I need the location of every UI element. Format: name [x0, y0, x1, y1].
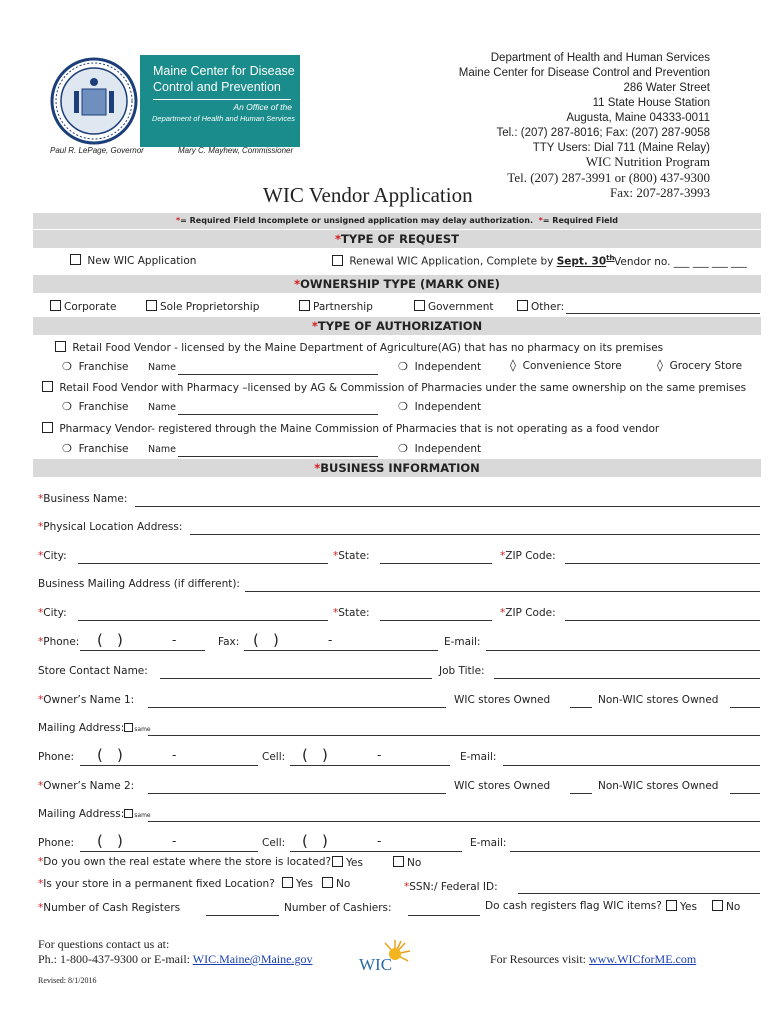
nonwic-owned-label: Non-WIC stores Owned	[598, 694, 719, 706]
phone-input[interactable]	[80, 851, 258, 852]
required-star: *	[175, 216, 181, 225]
deadline-suffix: th	[606, 254, 615, 262]
business-name-input[interactable]	[135, 506, 760, 507]
radio-icon[interactable]: ❍	[398, 400, 408, 413]
grocery-store-option[interactable]	[657, 358, 742, 372]
page-title: WIC Vendor Application	[263, 183, 473, 207]
flag-no[interactable]	[712, 900, 740, 913]
flag-wic-question: Do cash registers flag WIC items?	[485, 900, 662, 912]
diamond-icon[interactable]: ◊	[510, 358, 516, 372]
phone-input[interactable]	[80, 650, 205, 651]
section-business-information	[33, 459, 761, 477]
required-star: *	[314, 461, 321, 475]
retail-food-vendor-option[interactable]	[55, 341, 663, 354]
same-checkbox[interactable]	[124, 809, 133, 818]
cashiers-label: Number of Cashiers:	[284, 902, 392, 914]
checkbox[interactable]	[70, 254, 81, 265]
section-ownership	[33, 275, 761, 293]
cashiers-input[interactable]	[408, 915, 480, 916]
checkbox[interactable]	[282, 877, 293, 888]
department-address	[459, 51, 710, 156]
option-label: Franchise	[78, 443, 129, 455]
physical-address-input[interactable]	[190, 534, 760, 535]
state-input[interactable]	[380, 620, 492, 621]
wic-owned-input[interactable]	[570, 707, 592, 708]
checkbox[interactable]	[146, 300, 157, 311]
email-input[interactable]	[486, 650, 760, 651]
area-code-close: )	[322, 832, 328, 850]
area-code-open: (	[97, 746, 103, 764]
option-label: Convenience Store	[522, 360, 622, 372]
email-label: E-mail:	[444, 636, 481, 648]
ssn-input[interactable]	[518, 893, 760, 894]
section-authorization	[33, 317, 761, 335]
option-label: Retail Food Vendor - licensed by the Maine Department of Agriculture(AG) that has no pharmacy on its premises	[72, 342, 664, 354]
option-label: Independent	[414, 443, 482, 455]
other-input-line[interactable]	[566, 313, 760, 314]
address-line: Tel.: (207) 287-8016; Fax: (207) 287-9058	[496, 127, 710, 139]
address-line: Augusta, Maine 04333-0011	[566, 112, 710, 124]
new-application-option[interactable]	[70, 254, 196, 267]
revised-date: Revised: 8/1/2016	[38, 976, 97, 985]
cash-registers-input[interactable]	[206, 915, 279, 916]
owner2-input[interactable]	[148, 793, 446, 794]
checkbox[interactable]	[55, 341, 66, 352]
checkbox[interactable]	[42, 381, 53, 392]
zip-input[interactable]	[565, 563, 760, 564]
checkbox[interactable]	[666, 900, 677, 911]
cell-dash: -	[377, 748, 382, 762]
section-type-of-request	[33, 230, 761, 248]
nonwic-owned-input[interactable]	[730, 707, 760, 708]
permanent-yes[interactable]	[282, 877, 313, 890]
option-label: Government	[428, 301, 494, 313]
fax-dash: -	[328, 633, 333, 647]
phone-label: Phone:	[38, 751, 75, 763]
option-label: Grocery Store	[669, 360, 743, 372]
phone-label: Phone:	[38, 837, 75, 849]
contact-phone: Ph.: 1-800-437-9300 or E-mail:	[38, 952, 190, 966]
mailing-address-label: Mailing Address: same	[38, 722, 151, 734]
phone-dash: -	[172, 748, 177, 762]
franchise-name-label: Name	[148, 362, 177, 373]
wic-owned-label: WIC stores Owned	[454, 780, 551, 792]
section-title: TYPE OF REQUEST	[341, 232, 459, 246]
store-contact-input[interactable]	[160, 678, 432, 679]
option-label: Yes	[296, 878, 313, 890]
logo-line1: Maine Center for Disease	[153, 64, 295, 78]
independent-option-1[interactable]	[398, 360, 481, 373]
area-code-close: )	[117, 746, 123, 764]
cash-registers-label: *Number of Cash Registers	[38, 902, 181, 914]
mailing-diff-label: Business Mailing Address (if different):	[38, 578, 240, 590]
phone-dash: -	[172, 834, 177, 848]
ownership-other[interactable]	[517, 300, 564, 313]
option-label: Pharmacy Vendor- registered through the Maine Commission of Pharmacies that is not operating as a food vendor	[59, 423, 660, 435]
checkbox[interactable]	[517, 300, 528, 311]
checkbox[interactable]	[332, 856, 343, 867]
option-label: Yes	[680, 901, 697, 913]
checkbox[interactable]	[712, 900, 723, 911]
resources-label: For Resources visit:	[490, 952, 586, 966]
business-name-label: *Business Name:	[38, 493, 128, 505]
permanent-location-question: *Is your store in a permanent fixed Location?	[38, 878, 275, 890]
store-contact-label: Store Contact Name:	[38, 665, 148, 677]
physical-address-label: *Physical Location Address:	[38, 521, 183, 533]
program-contact	[507, 154, 710, 201]
required-star: *	[335, 232, 342, 246]
ownership-government[interactable]	[414, 300, 493, 313]
contact-heading: For questions contact us at:	[38, 937, 170, 951]
program-name: WIC Nutrition Program	[585, 154, 710, 169]
notice-text-2: = Required Field	[542, 216, 619, 225]
cell-label: Cell:	[262, 751, 286, 763]
mailing-address-input[interactable]	[148, 821, 760, 822]
seal-logo	[48, 55, 140, 147]
independent-option-3[interactable]	[398, 442, 481, 455]
city-input[interactable]	[78, 563, 328, 564]
franchise-option-3[interactable]	[62, 442, 129, 455]
option-label: Franchise	[78, 361, 129, 373]
renewal-application-option[interactable]	[332, 254, 615, 268]
fax-input[interactable]	[244, 650, 438, 651]
cell-dash: -	[377, 834, 382, 848]
city-label: *City:	[38, 550, 67, 562]
franchise-name-line[interactable]	[178, 374, 378, 375]
option-label: Corporate	[64, 301, 117, 313]
flag-yes[interactable]	[666, 900, 697, 913]
pharmacy-vendor-option[interactable]	[42, 422, 659, 435]
logo-line4: Department of Health and Human Services	[152, 114, 295, 123]
city-label: *City:	[38, 607, 67, 619]
area-code-close: )	[117, 832, 123, 850]
permanent-no[interactable]	[322, 877, 350, 890]
governor-name: Paul R. LePage, Governor	[50, 146, 144, 155]
state-input[interactable]	[380, 563, 492, 564]
phone-label: *Phone:	[38, 636, 80, 648]
zip-label: *ZIP Code:	[500, 550, 556, 562]
commissioner-name: Mary C. Mayhew, Commissioner	[178, 146, 294, 155]
radio-icon[interactable]: ❍	[62, 360, 72, 373]
required-notice-bar	[33, 213, 761, 229]
real-estate-yes[interactable]	[332, 856, 363, 869]
checkbox[interactable]	[42, 422, 53, 433]
option-label: No	[336, 878, 351, 890]
option-label: Independent	[414, 401, 482, 413]
retail-pharmacy-vendor-option[interactable]	[42, 381, 746, 394]
email-label: E-mail:	[460, 751, 497, 763]
address-line: TTY Users: Dial 711 (Maine Relay)	[532, 142, 710, 154]
address-line: Maine Center for Disease Control and Prevention	[458, 67, 710, 79]
real-estate-question: *Do you own the real estate where the store is located?	[38, 856, 332, 868]
option-label: Franchise	[78, 401, 129, 413]
area-code-open: (	[302, 746, 308, 764]
ssn-label: *SSN:/ Federal ID:	[404, 881, 498, 893]
wic-logo	[357, 938, 417, 978]
logo-line2: Control and Prevention	[153, 80, 281, 94]
phone-input[interactable]	[80, 765, 258, 766]
franchise-name-line[interactable]	[178, 414, 378, 415]
nonwic-owned-input[interactable]	[730, 793, 760, 794]
ownership-corporate[interactable]	[50, 300, 117, 313]
owner2-label: *Owner’s Name 2:	[38, 780, 135, 792]
option-label: Independent	[414, 361, 482, 373]
email-input[interactable]	[510, 851, 760, 852]
franchise-name-line[interactable]	[178, 456, 378, 457]
mailing-address-label: Mailing Address: same	[38, 808, 151, 820]
checkbox[interactable]	[332, 255, 343, 266]
convenience-store-option[interactable]	[510, 358, 622, 372]
contact-line	[38, 952, 312, 967]
option-label: No	[407, 857, 422, 869]
option-label: New WIC Application	[87, 255, 197, 267]
section-title: BUSINESS INFORMATION	[320, 461, 480, 475]
option-label: Other:	[531, 301, 565, 313]
resources-link[interactable]: www.WICforME.com	[589, 952, 697, 966]
email-label: E-mail:	[470, 837, 507, 849]
required-star: *	[538, 216, 543, 225]
area-code-open: (	[97, 832, 103, 850]
option-label: No	[726, 901, 741, 913]
checkbox[interactable]	[393, 856, 404, 867]
ownership-sole-proprietorship[interactable]	[146, 300, 259, 313]
ownership-partnership[interactable]	[299, 300, 373, 313]
area-code-open: (	[97, 631, 103, 649]
wic-owned-label: WIC stores Owned	[454, 694, 551, 706]
mailing-diff-input[interactable]	[245, 591, 760, 592]
franchise-name-label: Name	[148, 402, 177, 413]
address-line: Department of Health and Human Services	[490, 52, 710, 64]
zip-label: *ZIP Code:	[500, 607, 556, 619]
required-star: *	[294, 277, 301, 291]
checkbox[interactable]	[322, 877, 333, 888]
area-code-open: (	[302, 832, 308, 850]
job-title-label: Job Title:	[439, 665, 485, 677]
option-label: Sole Proprietorship	[160, 301, 260, 313]
program-fax: Fax: 207-287-3993	[609, 185, 710, 200]
job-title-input[interactable]	[494, 678, 760, 679]
radio-icon[interactable]: ❍	[62, 442, 72, 455]
option-label: Renewal WIC Application, Complete by	[349, 255, 554, 268]
state-label: *State:	[333, 550, 370, 562]
state-label: *State:	[333, 607, 370, 619]
radio-icon[interactable]: ❍	[398, 360, 408, 373]
real-estate-no[interactable]	[393, 856, 421, 869]
zip-input[interactable]	[565, 620, 760, 621]
program-tel: Tel. (207) 287-3991 or (800) 437-9300	[507, 169, 710, 185]
logo-divider	[153, 99, 291, 100]
checkbox[interactable]	[50, 300, 61, 311]
same-checkbox[interactable]	[124, 723, 133, 732]
section-title: OWNERSHIP TYPE (MARK ONE)	[300, 277, 500, 291]
contact-email-link[interactable]: WIC.Maine@Maine.gov	[192, 952, 313, 966]
phone-dash: -	[172, 633, 177, 647]
vendor-number[interactable]: Vendor no. ___ ___ ___ ___	[614, 256, 747, 268]
independent-option-2[interactable]	[398, 400, 481, 413]
area-code-open: (	[253, 631, 259, 649]
diamond-icon[interactable]: ◊	[657, 358, 663, 372]
cell-input[interactable]	[290, 851, 462, 852]
checkbox[interactable]	[414, 300, 425, 311]
cell-label: Cell:	[262, 837, 286, 849]
resources-line	[490, 952, 696, 967]
city-input[interactable]	[78, 620, 328, 621]
radio-icon[interactable]: ❍	[62, 400, 72, 413]
cell-input[interactable]	[290, 765, 450, 766]
fax-label: Fax:	[218, 636, 240, 648]
nonwic-owned-label: Non-WIC stores Owned	[598, 780, 719, 792]
franchise-name-label: Name	[148, 444, 177, 455]
checkbox[interactable]	[299, 300, 310, 311]
notice-text: = Required Field Incomplete or unsigned application may delay authorization.	[180, 216, 534, 225]
address-line: 286 Water Street	[623, 82, 710, 94]
mailing-address-input[interactable]	[148, 735, 760, 736]
option-label: Partnership	[313, 301, 373, 313]
area-code-close: )	[117, 631, 123, 649]
renewal-deadline: Sept. 30	[556, 255, 607, 268]
wic-logo-text: WIC	[359, 955, 393, 974]
owner1-input[interactable]	[148, 707, 446, 708]
owner1-label: *Owner’s Name 1:	[38, 694, 135, 706]
radio-icon[interactable]: ❍	[398, 442, 408, 455]
required-star: *	[311, 319, 318, 333]
option-label: Retail Food Vendor with Pharmacy –licensed by AG & Commission of Pharmacies under the same ownership on the same premises	[59, 382, 747, 394]
logo-line3: An Office of the	[233, 102, 292, 112]
address-line: 11 State House Station	[592, 97, 710, 109]
area-code-close: )	[322, 746, 328, 764]
section-title: TYPE OF AUTHORIZATION	[317, 319, 483, 333]
wic-owned-input[interactable]	[570, 793, 592, 794]
franchise-option-2[interactable]	[62, 400, 129, 413]
area-code-close: )	[273, 631, 279, 649]
option-label: Yes	[346, 857, 363, 869]
franchise-option-1[interactable]	[62, 360, 129, 373]
email-input[interactable]	[503, 765, 760, 766]
cdc-logo-banner	[140, 55, 300, 147]
